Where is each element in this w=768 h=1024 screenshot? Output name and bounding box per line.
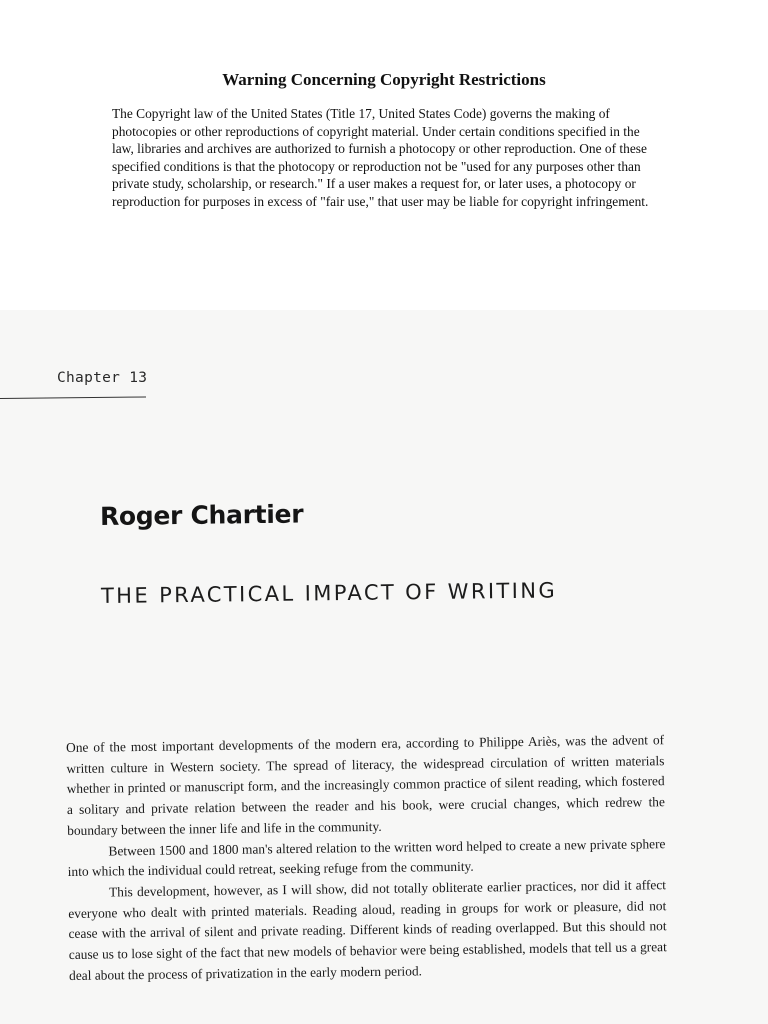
- chapter-title: THE PRACTICAL IMPACT OF WRITING: [100, 578, 558, 608]
- chapter-label: Chapter 13: [57, 370, 148, 386]
- notice-body: The Copyright law of the United States (Title 17, United States Code) governs the making of photocopies or other reproductions of copyright material. Under certain conditions specified in the law, libraries and archives are authorized to furnish a photocopy or other reproduction. One of these specified conditions is that the photocopy or reproduction not be "used for any purposes other than private study, scholarship, or research." If a user makes a request for, or later uses, a photocopy or reproduction for purposes in excess of "fair use," that user may be liable for copyright infringement.: [112, 106, 649, 209]
- copyright-notice: [0, 0, 768, 310]
- body-paragraph: One of the most important developments of the modern era, according to Philippe Ariès, was the advent of written culture in Western society. The spread of literacy, the widespread circulation of written materials whether in printed or manuscript form, and the increasingly common practice of silent reading, which fostered a solitary and private relation between the reader and his book, were crucial changes, which redrew the boundary between the inner life and life in the community.: [66, 732, 665, 838]
- chapter-author: Roger Chartier: [99, 499, 304, 531]
- notice-title: Warning Concerning Copyright Restrictions: [222, 70, 546, 89]
- chapter-body: [66, 730, 667, 986]
- body-paragraph: This development, however, as I will show, did not totally obliterate earlier practices, nor did it affect everyone who dealt with printed materials. Reading aloud, reading in groups for work or pleasure, did not cease with the arrival of silent and private reading. Different kinds of reading overlapped. But this should not cause us to lose sight of the fact that new models of behavior were being established, models that tell us a great deal about the process of privatization in the early modern period.: [68, 877, 667, 983]
- body-paragraph: Between 1500 and 1800 man's altered relation to the written word helped to create a new private sphere into which the individual could retreat, seeking refuge from the community.: [67, 835, 666, 880]
